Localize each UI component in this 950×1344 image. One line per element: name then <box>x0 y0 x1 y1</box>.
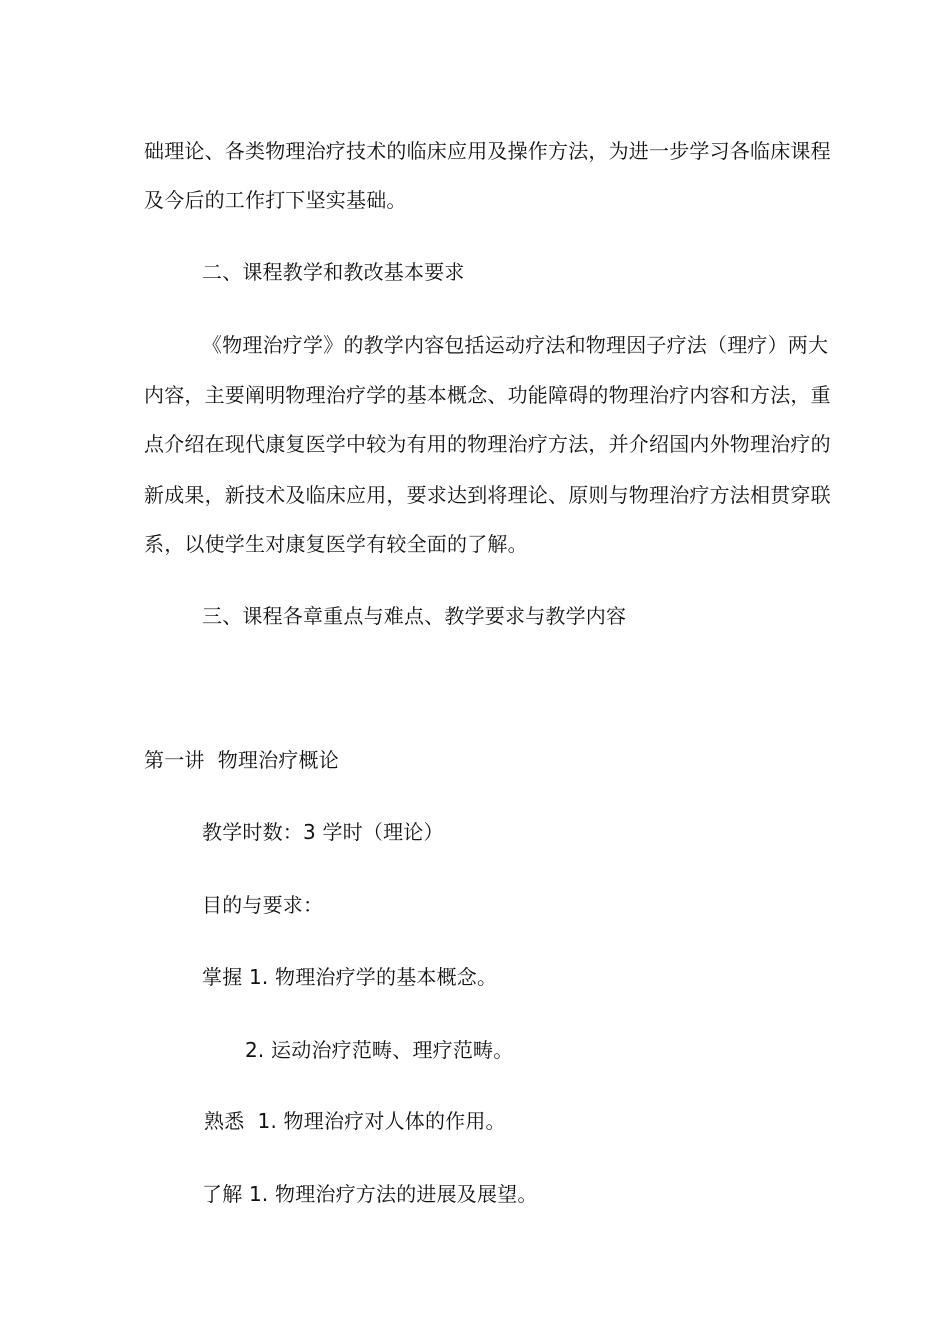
paragraph-line: 新成果，新技术及临床应用，要求达到将理论、原则与物理治疗方法相贯穿联 <box>144 483 831 507</box>
requirement-master: 掌握 1. 物理治疗学的基本概念。 <box>202 965 498 989</box>
lecture-hours: 教学时数：3 学时（理论） <box>202 820 444 844</box>
objectives-label: 目的与要求： <box>202 893 324 917</box>
lecture-title: 第一讲 物理治疗概论 <box>144 748 339 772</box>
paragraph-line: 及今后的工作打下坚实基础。 <box>144 188 407 212</box>
paragraph-line: 点介绍在现代康复医学中较为有用的物理治疗方法，并介绍国内外物理治疗的 <box>144 432 831 456</box>
requirement-understand: 了解 1. 物理治疗方法的进展及展望。 <box>202 1182 538 1206</box>
paragraph-line: 内容，主要阐明物理治疗学的基本概念、功能障碍的物理治疗内容和方法，重 <box>144 383 831 407</box>
section-heading: 三、课程各章重点与难点、教学要求与教学内容 <box>202 604 627 628</box>
paragraph-line: 《物理治疗学》的教学内容包括运动疗法和物理因子疗法（理疗）两大 <box>202 333 829 357</box>
requirement-familiar: 熟悉 1. 物理治疗对人体的作用。 <box>204 1109 506 1133</box>
requirement-master: 2. 运动治疗范畴、理疗范畴。 <box>245 1038 514 1062</box>
paragraph-line: 系，以使学生对康复医学有较全面的了解。 <box>144 532 528 556</box>
section-heading: 二、课程教学和教改基本要求 <box>202 260 465 284</box>
paragraph-line: 础理论、各类物理治疗技术的临床应用及操作方法，为进一步学习各临床课程 <box>144 139 831 163</box>
